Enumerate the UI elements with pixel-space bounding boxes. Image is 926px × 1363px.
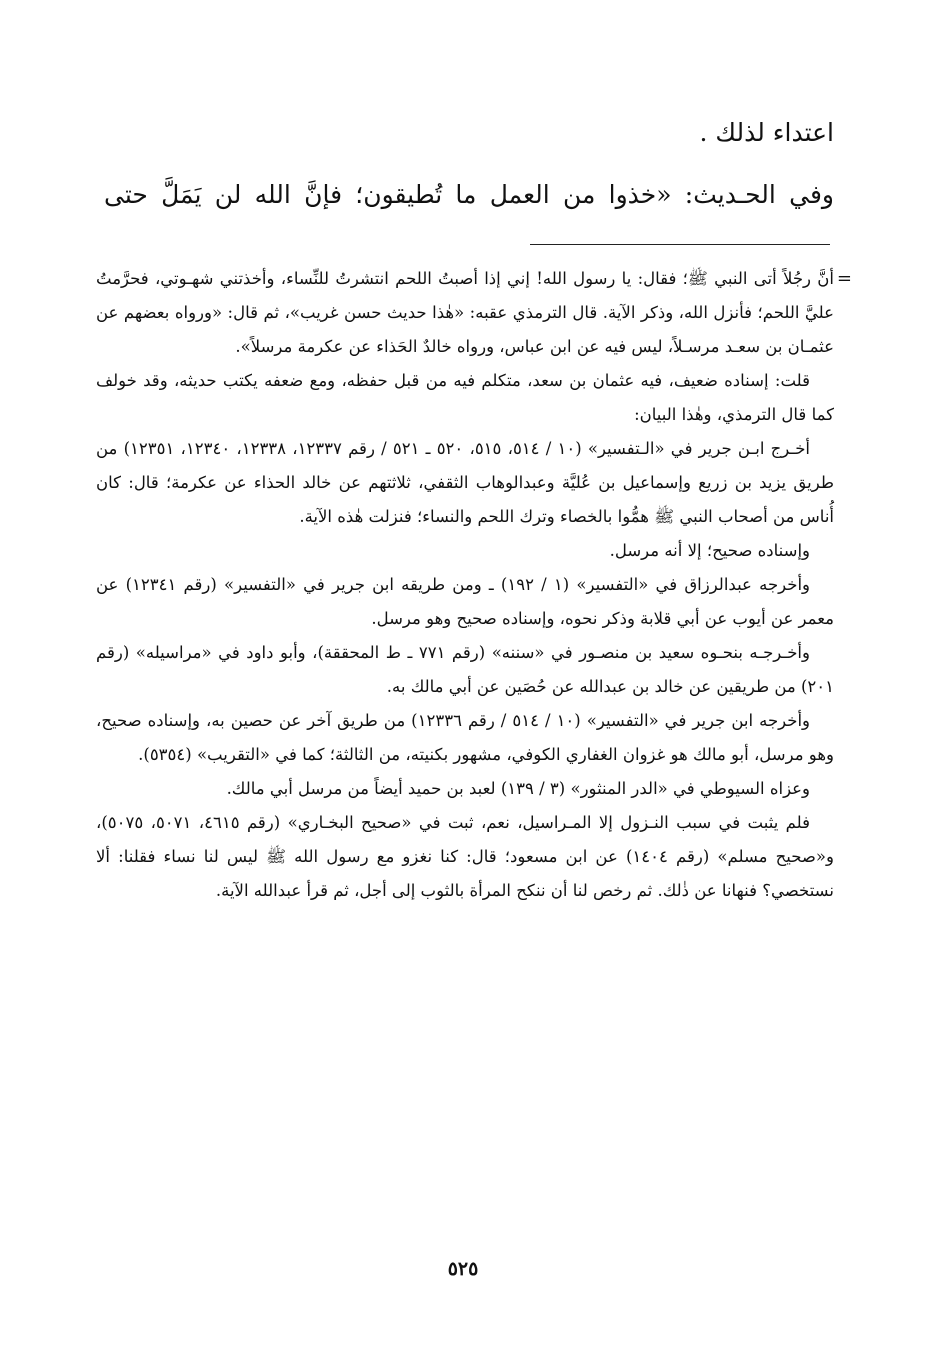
footnote-paragraph-1-text: أنَّ رجُلاً أتى النبي ﷺ؛ فقال: يا رسول الله! إني إذا أصبتُ اللحم انتشرتُ للنِّساء، وأخذتني شهـوتي، فحرَّمتُ عليَّ اللحم؛ فأنزل الله، وذكر الآية. قال الترمذي عقبه: «هٰذا حديث حسن غريب»، ثم قال: «ورواه بعضهم عن عثمـان بن سعـد مرسـلاً، ليس فيه عن ابن عباس، ورواه خالدٌ الحَذاء عن عكرمة مرسلاً». [96, 269, 834, 356]
footnote-paragraph-1 [96, 262, 852, 364]
footnote-paragraph-4: وإسناده صحيح؛ إلا أنه مرسل. [609, 541, 810, 560]
footnote-paragraph-7: وأخرجه ابن جرير في «التفسير» (١٠ / ٥١٤ / رقم ١٢٣٣٦) من طريق آخر عن حصين به، وإسناده صحيح، وهو مرسل، أبو مالك هو غزوان الغفاري الكوفي، مشهور بكنيته، من الثالثة؛ كما في «التقريب» (٥٣٥٤). [96, 711, 834, 764]
page-number: ٥٢٥ [447, 1258, 479, 1280]
footnote-paragraph-2: قلت: إسناده ضعيف، فيه عثمان بن سعد، متكلم فيه من قبل حفظه، ومع ضعفه يكتب حديثه، وقد خولف كما قال الترمذي، وهٰذا البيان: [96, 371, 834, 424]
footnote-paragraph-6: وأخـرجـه بنحـوه سعيد بن منصـور في «سننه» (رقم ٧٧١ ـ ط المحققة)، وأبو داود في «مراسيله» (رقم ٢٠١) من طريقين عن خالد بن عبدالله عن حُصَين عن أبي مالك به. [96, 643, 834, 696]
footnote-paragraph-5: وأخرجه عبدالرزاق في «التفسير» (١ / ١٩٢) ـ ومن طريقه ابن جرير في «التفسير» (رقم ١٢٣٤١) عن معمر عن أيوب عن أبي قلابة وذكر نحوه، وإسناده صحيح وهو مرسل. [96, 575, 834, 628]
footnotes [96, 262, 852, 908]
main-text-line-1: اعتداء لذلك . [699, 118, 834, 147]
footnote-separator [530, 244, 830, 245]
footnote-paragraph-9: فلم يثبت في سبب النـزول إلا المـراسيل، نعم، ثبت في «صحيح البخـاري» (رقم ٤٦١٥، ٥٠٧١، ٥٠٧٥)، و«صحيح مسلم» (رقم ١٤٠٤) عن ابن مسعود؛ قال: كنا نغزو مع رسول الله ﷺ ليس لنا نساء فقلنا: ألا نستخصي؟ فنهانا عن ذٰلك. ثم رخص لنا أن ننكح المرأة بالثوب إلى أجل، ثم قرأ عبدالله الآية. [96, 813, 834, 900]
main-text-line-2: وفي الحـديث: «خذوا من العمل ما تُطيقون؛ فإنَّ الله لن يَمَلَّ حتى [104, 180, 834, 209]
main-text [104, 108, 834, 220]
continuation-marker: = [836, 268, 852, 289]
footnote-paragraph-8: وعزاه السيوطي في «الدر المنثور» (٣ / ١٣٩) لعبد بن حميد أيضاً من مرسل أبي مالك. [226, 779, 810, 798]
footnote-paragraph-3: أخـرج ابـن جرير في «الـتفسير» (١٠ / ٥١٤، ٥١٥، ٥٢٠ ـ ٥٢١ / رقم ١٢٣٣٧، ١٢٣٣٨، ١٢٣٤٠، ١٢٣٥١) من طريق يزيد بن زريع وإسماعيل بن عُليَّة وعبدالوهاب الثقفي، ثلاثتهم عن خالد الحذاء عن عكرمة؛ قال: كان أُناس من أصحاب النبي ﷺ همُّوا بالخصاء وترك اللحم والنساء؛ فنزلت هٰذه الآية. [96, 439, 834, 526]
